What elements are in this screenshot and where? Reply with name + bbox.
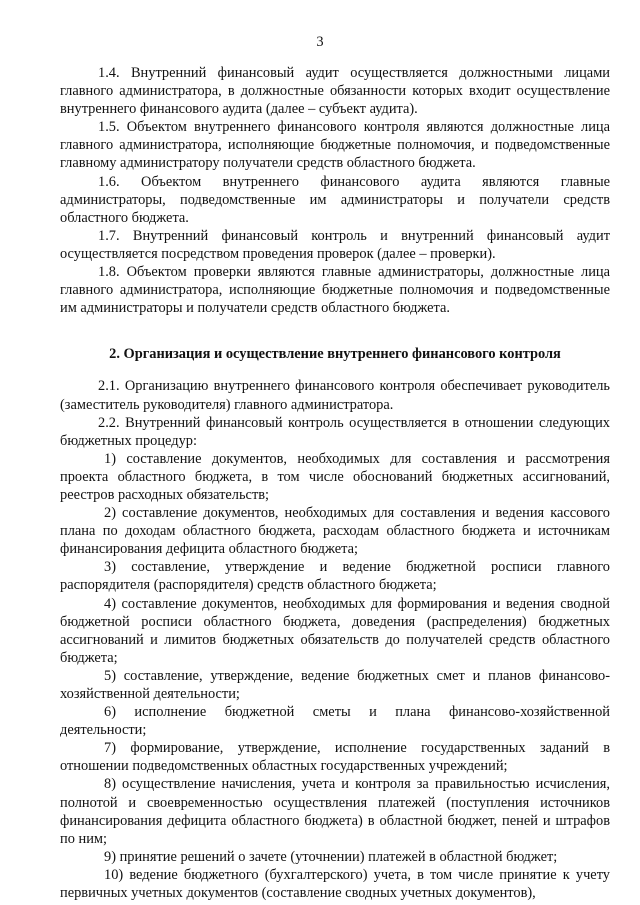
list-item: 1) составление документов, необходимых для составления и рассмотрения проекта областного бюджета, в том числе обоснований бюджетных ассигнований, реестров расходных обязательств; — [60, 450, 610, 503]
list-item: 4) составление документов, необходимых для формирования и ведения сводной бюджетной росписи областного бюджета, доведения (распределения) бюджетных ассигнований и лимитов бюджетных обязательств до получателей средств областного бюджета; — [60, 595, 610, 666]
list-item: 5) составление, утверждение, ведение бюджетных смет и планов финансово-хозяйственной деятельности; — [60, 667, 610, 702]
list-item: 6) исполнение бюджетной сметы и плана финансово-хозяйственной деятельности; — [60, 704, 610, 739]
list-item: 10) ведение бюджетного (бухгалтерского) учета, в том числе принятие к учету первичных учетных документов (составление сводных учетных документов), — [60, 866, 610, 902]
list-item: 3) составление, утверждение и ведение бюджетной росписи главного распорядителя (распорядителя) средств областного бюджета; — [60, 559, 610, 594]
paragraph-1-7: 1.7. Внутренний финансовый контроль и внутренний финансовый аудит осуществляется посредством проведения проверок (далее – проверки). — [60, 227, 610, 262]
page-number: 3 — [316, 34, 324, 50]
list-item: 8) осуществление начисления, учета и контроля за правильностью исчисления, полнотой и своевременностью осуществления платежей (поступления источников финансирования дефицита областного бюджета) в областной бюджет, пеней и штрафов по ним; — [60, 776, 610, 847]
document-body — [60, 64, 610, 902]
paragraph-1-4: 1.4. Внутренний финансовый аудит осуществляется должностными лицами главного администратора, в должностные обязанности которых входит осуществление внутреннего финансового аудита (далее – субъект аудита). — [60, 65, 610, 118]
paragraph-2-2: 2.2. Внутренний финансовый контроль осуществляется в отношении следующих бюджетных процедур: — [60, 414, 610, 449]
list-item: 7) формирование, утверждение, исполнение государственных заданий в отношении подведомственных областных государственных учреждений; — [60, 740, 610, 775]
list-item: 2) составление документов, необходимых для составления и ведения кассового плана по доходам областного бюджета, расходам областного бюджета и источникам финансирования дефицита областного бюджета; — [60, 505, 610, 558]
section-2-heading: 2. Организация и осуществление внутреннего финансового контроля — [109, 346, 561, 363]
list-item: 9) принятие решений о зачете (уточнении) платежей в областной бюджет; — [104, 848, 558, 865]
paragraph-1-8: 1.8. Объектом проверки являются главные администраторы, должностные лица главного администратора, исполняющие бюджетные полномочия и подведомственные им администраторы и получатели средств областного бюджета. — [60, 264, 610, 317]
paragraph-2-1: 2.1. Организацию внутреннего финансового контроля обеспечивает руководитель (заместитель руководителя) главного администратора. — [60, 378, 610, 413]
paragraph-1-6: 1.6. Объектом внутреннего финансового аудита являются главные администраторы, подведомственные им администраторы и получатели средств областного бюджета. — [60, 173, 610, 226]
paragraph-1-5: 1.5. Объектом внутреннего финансового контроля являются должностные лица главного администратора, исполняющие бюджетные полномочия, и подведомственные главному администратору получатели средств областного бюджета. — [60, 119, 610, 172]
